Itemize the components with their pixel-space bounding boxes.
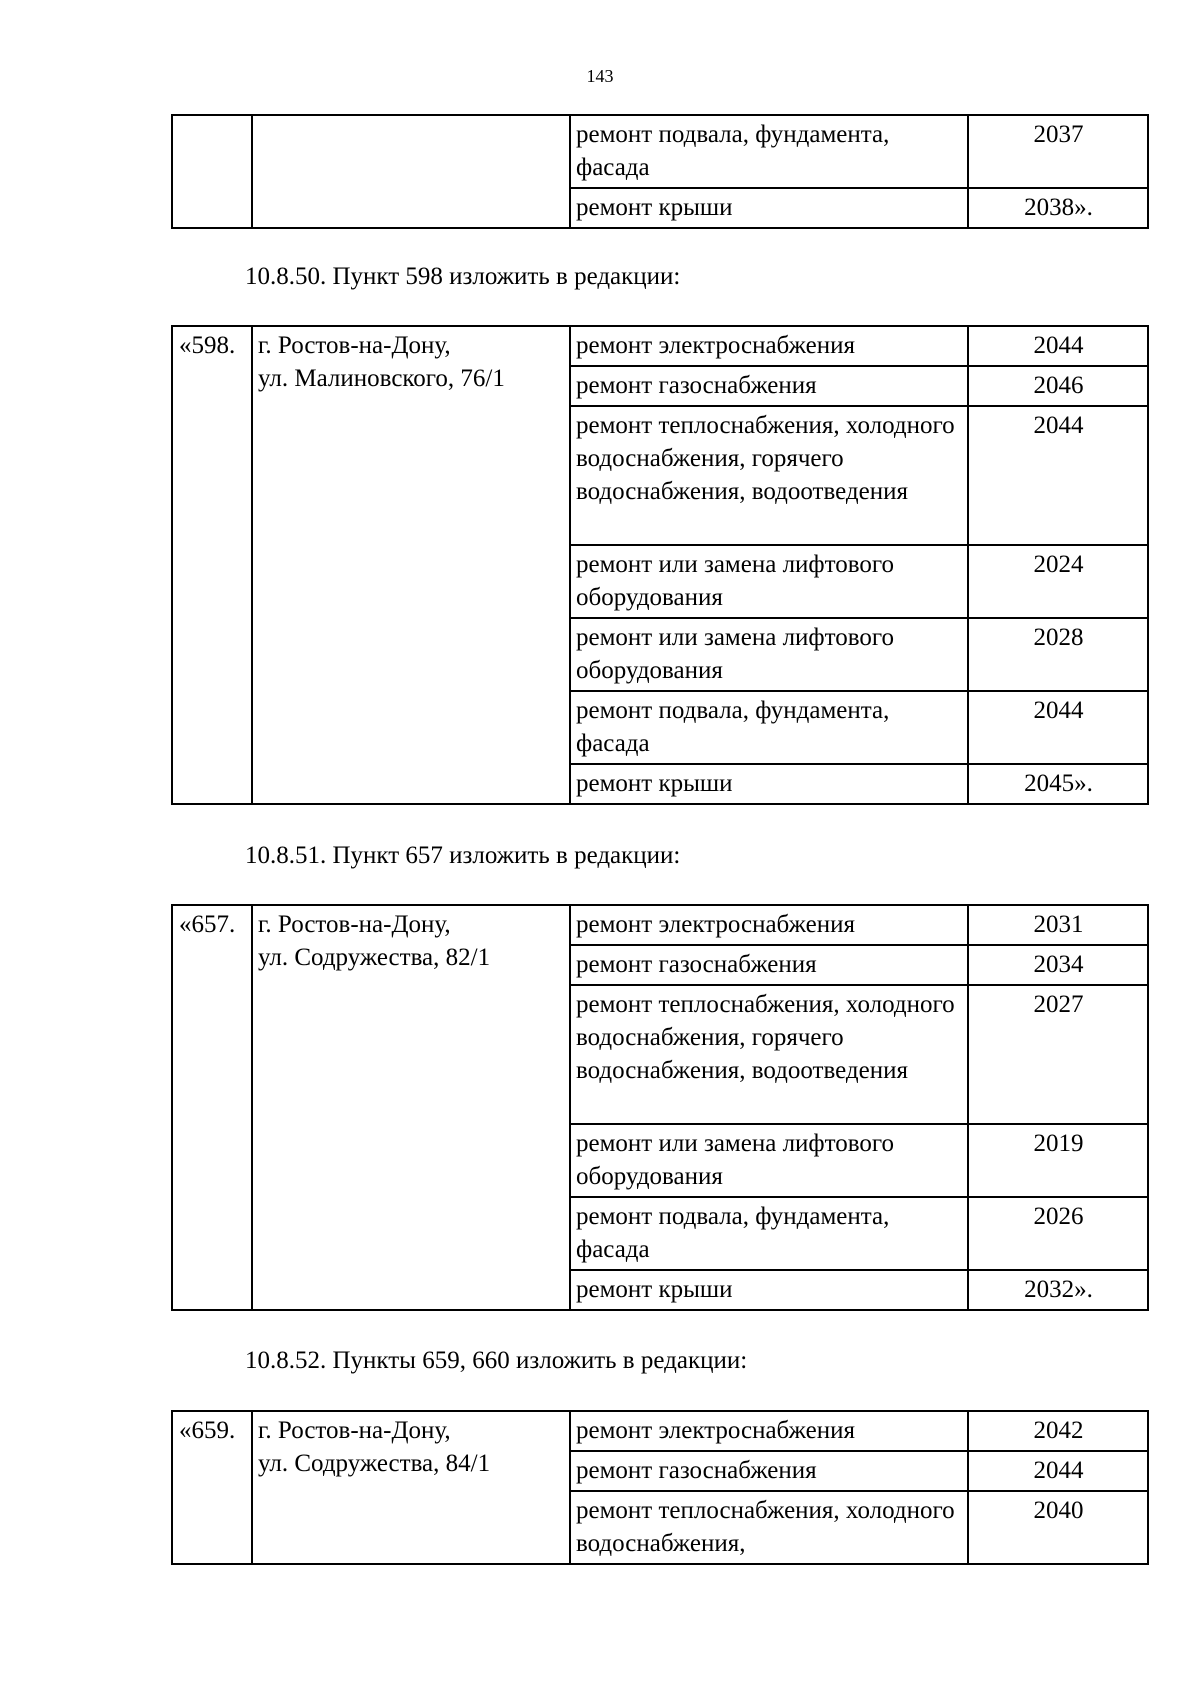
table-row [172, 905, 1148, 945]
item-number-cell [172, 115, 252, 228]
address-cell [252, 1411, 570, 1564]
work-type-cell: ремонт газоснабжения [570, 1451, 968, 1491]
year-cell: 2040 [968, 1491, 1148, 1564]
year-cell: 2042 [968, 1411, 1148, 1451]
year-cell: 2034 [968, 945, 1148, 985]
year-cell: 2026 [968, 1197, 1148, 1270]
year-cell: 2024 [968, 545, 1148, 618]
address-cell [252, 326, 570, 804]
year-cell: 2044 [968, 326, 1148, 366]
year-cell: 2032». [968, 1270, 1148, 1310]
year-cell: 2031 [968, 905, 1148, 945]
continuation-table [171, 114, 1149, 229]
year-cell: 2037 [968, 115, 1148, 188]
work-type-cell: ремонт электроснабжения [570, 1411, 968, 1451]
item-number-cell: «657. [172, 905, 252, 1310]
work-type-cell: ремонт крыши [570, 764, 968, 804]
work-type-cell: ремонт электроснабжения [570, 326, 968, 366]
address-cell [252, 115, 570, 228]
table-row [172, 115, 1148, 188]
city-text: г. Ростов-на-Дону, [258, 911, 451, 938]
work-type-cell: ремонт или замена лифтового оборудования [570, 545, 968, 618]
street-text: ул. Содружества, 82/1 [258, 944, 491, 971]
work-type-cell: ремонт подвала, фундамента, фасада [570, 691, 968, 764]
street-text: ул. Содружества, 84/1 [258, 1450, 491, 1477]
item-598-table [171, 325, 1149, 805]
work-type-cell: ремонт подвала, фундамента, фасада [570, 1197, 968, 1270]
city-text: г. Ростов-на-Дону, [258, 332, 451, 359]
work-type-cell: ремонт или замена лифтового оборудования [570, 1124, 968, 1197]
page-number: 143 [586, 66, 614, 86]
year-cell: 2044 [968, 1451, 1148, 1491]
item-659-table [171, 1410, 1149, 1565]
table-row [172, 326, 1148, 366]
work-type-cell: ремонт газоснабжения [570, 945, 968, 985]
year-cell: 2046 [968, 366, 1148, 406]
item-number-cell: «659. [172, 1411, 252, 1564]
amendment-heading: 10.8.51. Пункт 657 изложить в редакции: [245, 842, 681, 869]
amendment-heading: 10.8.52. Пункты 659, 660 изложить в редакции: [245, 1347, 748, 1374]
work-type-cell: ремонт теплоснабжения, холодного водоснабжения, горячего водоснабжения, водоотведения [570, 406, 968, 545]
work-type-cell: ремонт электроснабжения [570, 905, 968, 945]
street-text: ул. Малиновского, 76/1 [258, 365, 505, 392]
city-text: г. Ростов-на-Дону, [258, 1417, 451, 1444]
work-type-cell: ремонт теплоснабжения, холодного водоснабжения, горячего водоснабжения, водоотведения [570, 985, 968, 1124]
year-cell: 2044 [968, 691, 1148, 764]
work-type-cell: ремонт крыши [570, 188, 968, 228]
amendment-heading: 10.8.50. Пункт 598 изложить в редакции: [245, 263, 681, 290]
year-cell: 2027 [968, 985, 1148, 1124]
year-cell: 2038». [968, 188, 1148, 228]
year-cell: 2028 [968, 618, 1148, 691]
work-type-cell: ремонт крыши [570, 1270, 968, 1310]
work-type-cell: ремонт газоснабжения [570, 366, 968, 406]
work-type-cell: ремонт или замена лифтового оборудования [570, 618, 968, 691]
work-type-cell: ремонт подвала, фундамента, фасада [570, 115, 968, 188]
work-type-cell: ремонт теплоснабжения, холодного водоснабжения, [570, 1491, 968, 1564]
item-657-table [171, 904, 1149, 1311]
year-cell: 2044 [968, 406, 1148, 545]
item-number-cell: «598. [172, 326, 252, 804]
address-cell [252, 905, 570, 1310]
table-row [172, 1411, 1148, 1451]
year-cell: 2045». [968, 764, 1148, 804]
year-cell: 2019 [968, 1124, 1148, 1197]
